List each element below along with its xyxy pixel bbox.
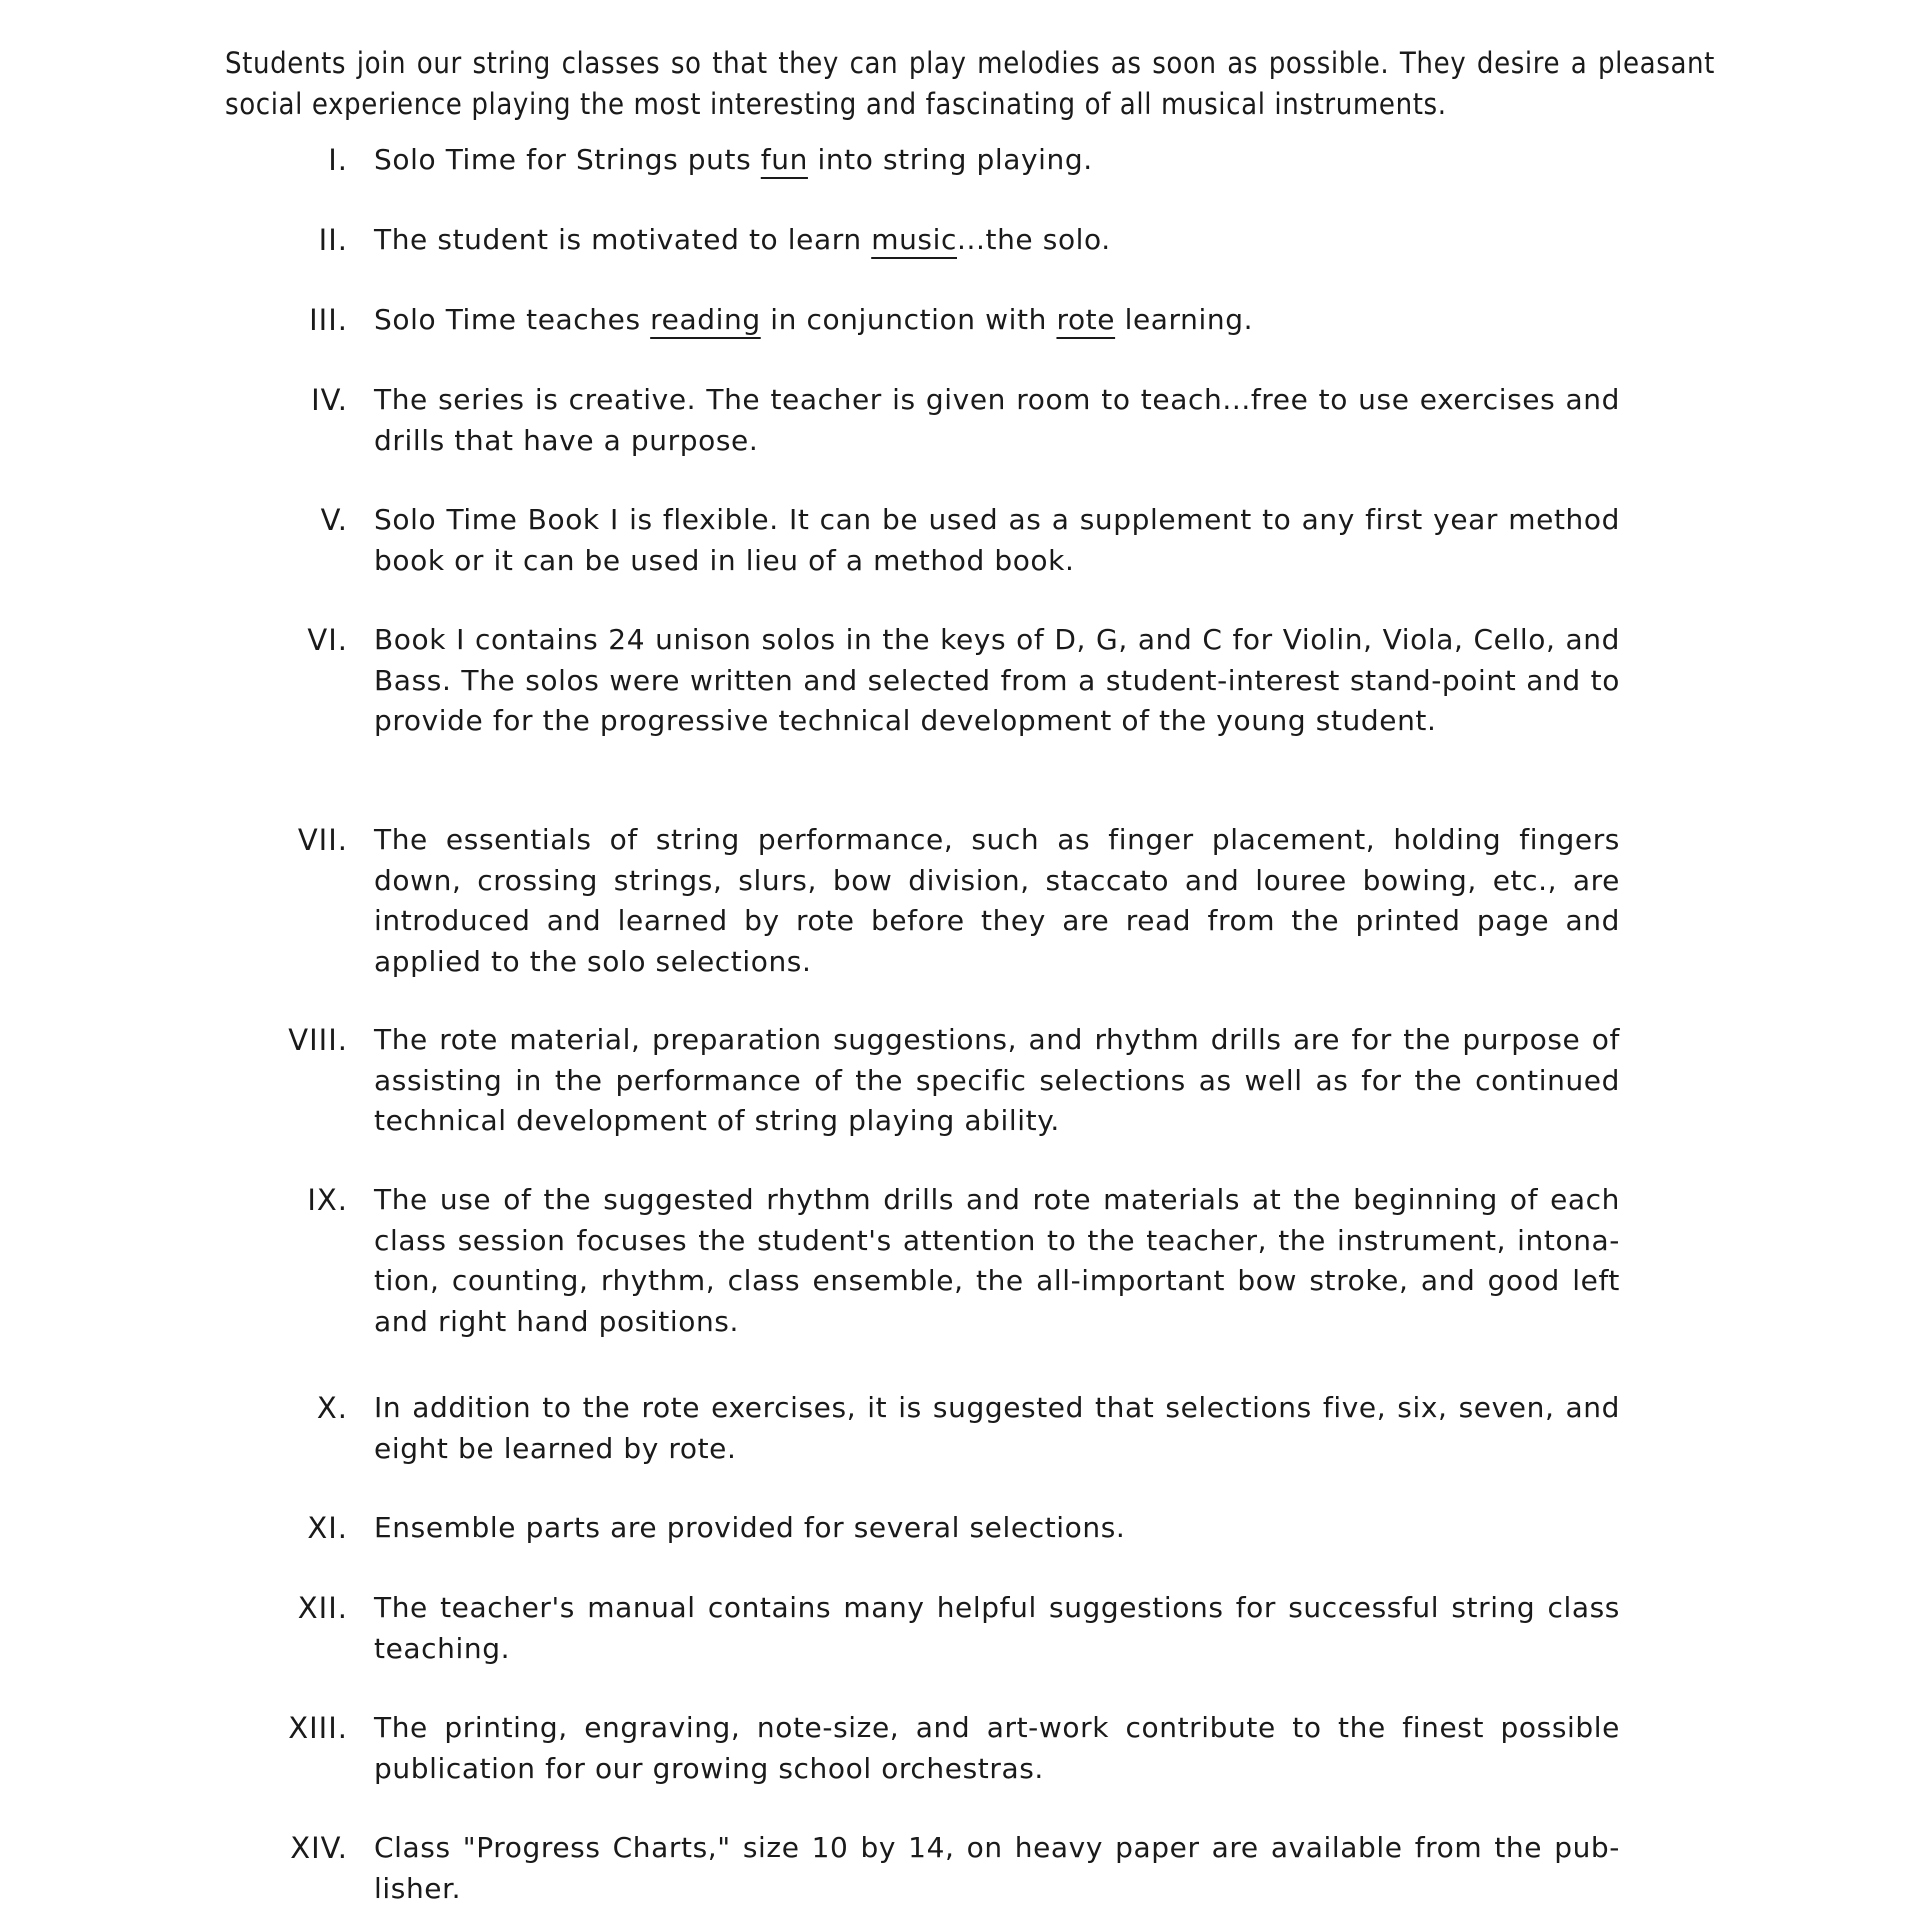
text-run: The student is motivated to learn (374, 223, 872, 256)
text-run: The series is creative. The teacher is given room to teach...free to use exercises and drills that have a purpose. (374, 383, 1620, 457)
text-run: in conjunction with (760, 303, 1057, 336)
item-numeral: XIII. (288, 1711, 348, 1745)
underlined-word: music (871, 223, 957, 256)
text-run: learning. (1115, 303, 1254, 336)
item-numeral: XI. (307, 1511, 348, 1545)
item-text (374, 1588, 1620, 1669)
text-run: The use of the suggested rhythm drills and rote materials at the beginning of each class session focuses the student's attention to the teacher, the instrument, intona-tion, counting, rhythm, class ensemble, the all-important bow stroke, and good left and right hand positions. (374, 1183, 1620, 1338)
item-text (374, 1388, 1620, 1469)
text-run: The printing, engraving, note-size, and art-work contribute to the finest possible publication for our growing school orchestras. (374, 1711, 1620, 1785)
item-numeral: VIII. (288, 1023, 348, 1057)
text-run: Ensemble parts are provided for several selections. (374, 1511, 1126, 1544)
item-text (374, 1708, 1620, 1789)
item-text (374, 1828, 1620, 1909)
text-run: Solo Time Book I is flexible. It can be used as a supplement to any first year method book or it can be used in lieu of a method book. (374, 503, 1620, 577)
item-numeral: VII. (297, 823, 348, 857)
item-text (374, 1180, 1620, 1342)
item-text (374, 140, 1620, 181)
item-text (374, 500, 1620, 581)
item-numeral: III. (309, 303, 348, 337)
text-run: into string playing. (807, 143, 1093, 176)
item-text (374, 820, 1620, 982)
item-numeral: X. (316, 1391, 348, 1425)
item-text (374, 380, 1620, 461)
underlined-word: fun (760, 143, 808, 176)
item-numeral: XII. (297, 1591, 348, 1625)
underlined-word: rote (1056, 303, 1116, 336)
item-text (374, 220, 1620, 261)
item-numeral: XIV. (290, 1831, 348, 1865)
text-run: The teacher's manual contains many helpful suggestions for successful string class teaching. (374, 1591, 1620, 1665)
item-numeral: IV. (311, 383, 348, 417)
text-run: Solo Time teaches (374, 303, 651, 336)
text-run: In addition to the rote exercises, it is suggested that selections five, six, seven, and eight be learned by rote. (374, 1391, 1620, 1465)
text-run: Solo Time for Strings puts (374, 143, 761, 176)
text-run: The rote material, preparation suggestions, and rhythm drills are for the purpose of assisting in the performance of the specific selections as well as for the continued technical development of string playing ability. (374, 1023, 1620, 1137)
item-numeral: I. (328, 143, 348, 177)
intro-paragraph: Students join our string classes so that they can play melodies as soon as possible. They desire a pleasant social experience playing the most interesting and fascinating of all musical instruments. (225, 46, 1715, 121)
item-numeral: IX. (307, 1183, 348, 1217)
item-numeral: II. (318, 223, 348, 257)
item-text (374, 1508, 1620, 1549)
text-run: ...the solo. (957, 223, 1111, 256)
text-run: The essentials of string performance, such as finger placement, holding fingers down, crossing strings, slurs, bow division, staccato and louree bowing, etc., are introduced and learned by rote before they are read from the printed page and applied to the solo selections. (374, 823, 1620, 978)
item-text (374, 1020, 1620, 1142)
underlined-word: reading (650, 303, 761, 336)
item-text (374, 300, 1620, 341)
text-run: Book I contains 24 unison solos in the keys of D, G, and C for Violin, Viola, Cello, and Bass. The solos were written and selected from a student-interest stand-point and to provide for the progressive technical development of the young student. (374, 623, 1620, 737)
item-numeral: VI. (307, 623, 348, 657)
item-numeral: V. (320, 503, 348, 537)
item-text (374, 620, 1620, 742)
text-run: Class "Progress Charts," size 10 by 14, on heavy paper are available from the pub-lisher. (374, 1831, 1620, 1905)
